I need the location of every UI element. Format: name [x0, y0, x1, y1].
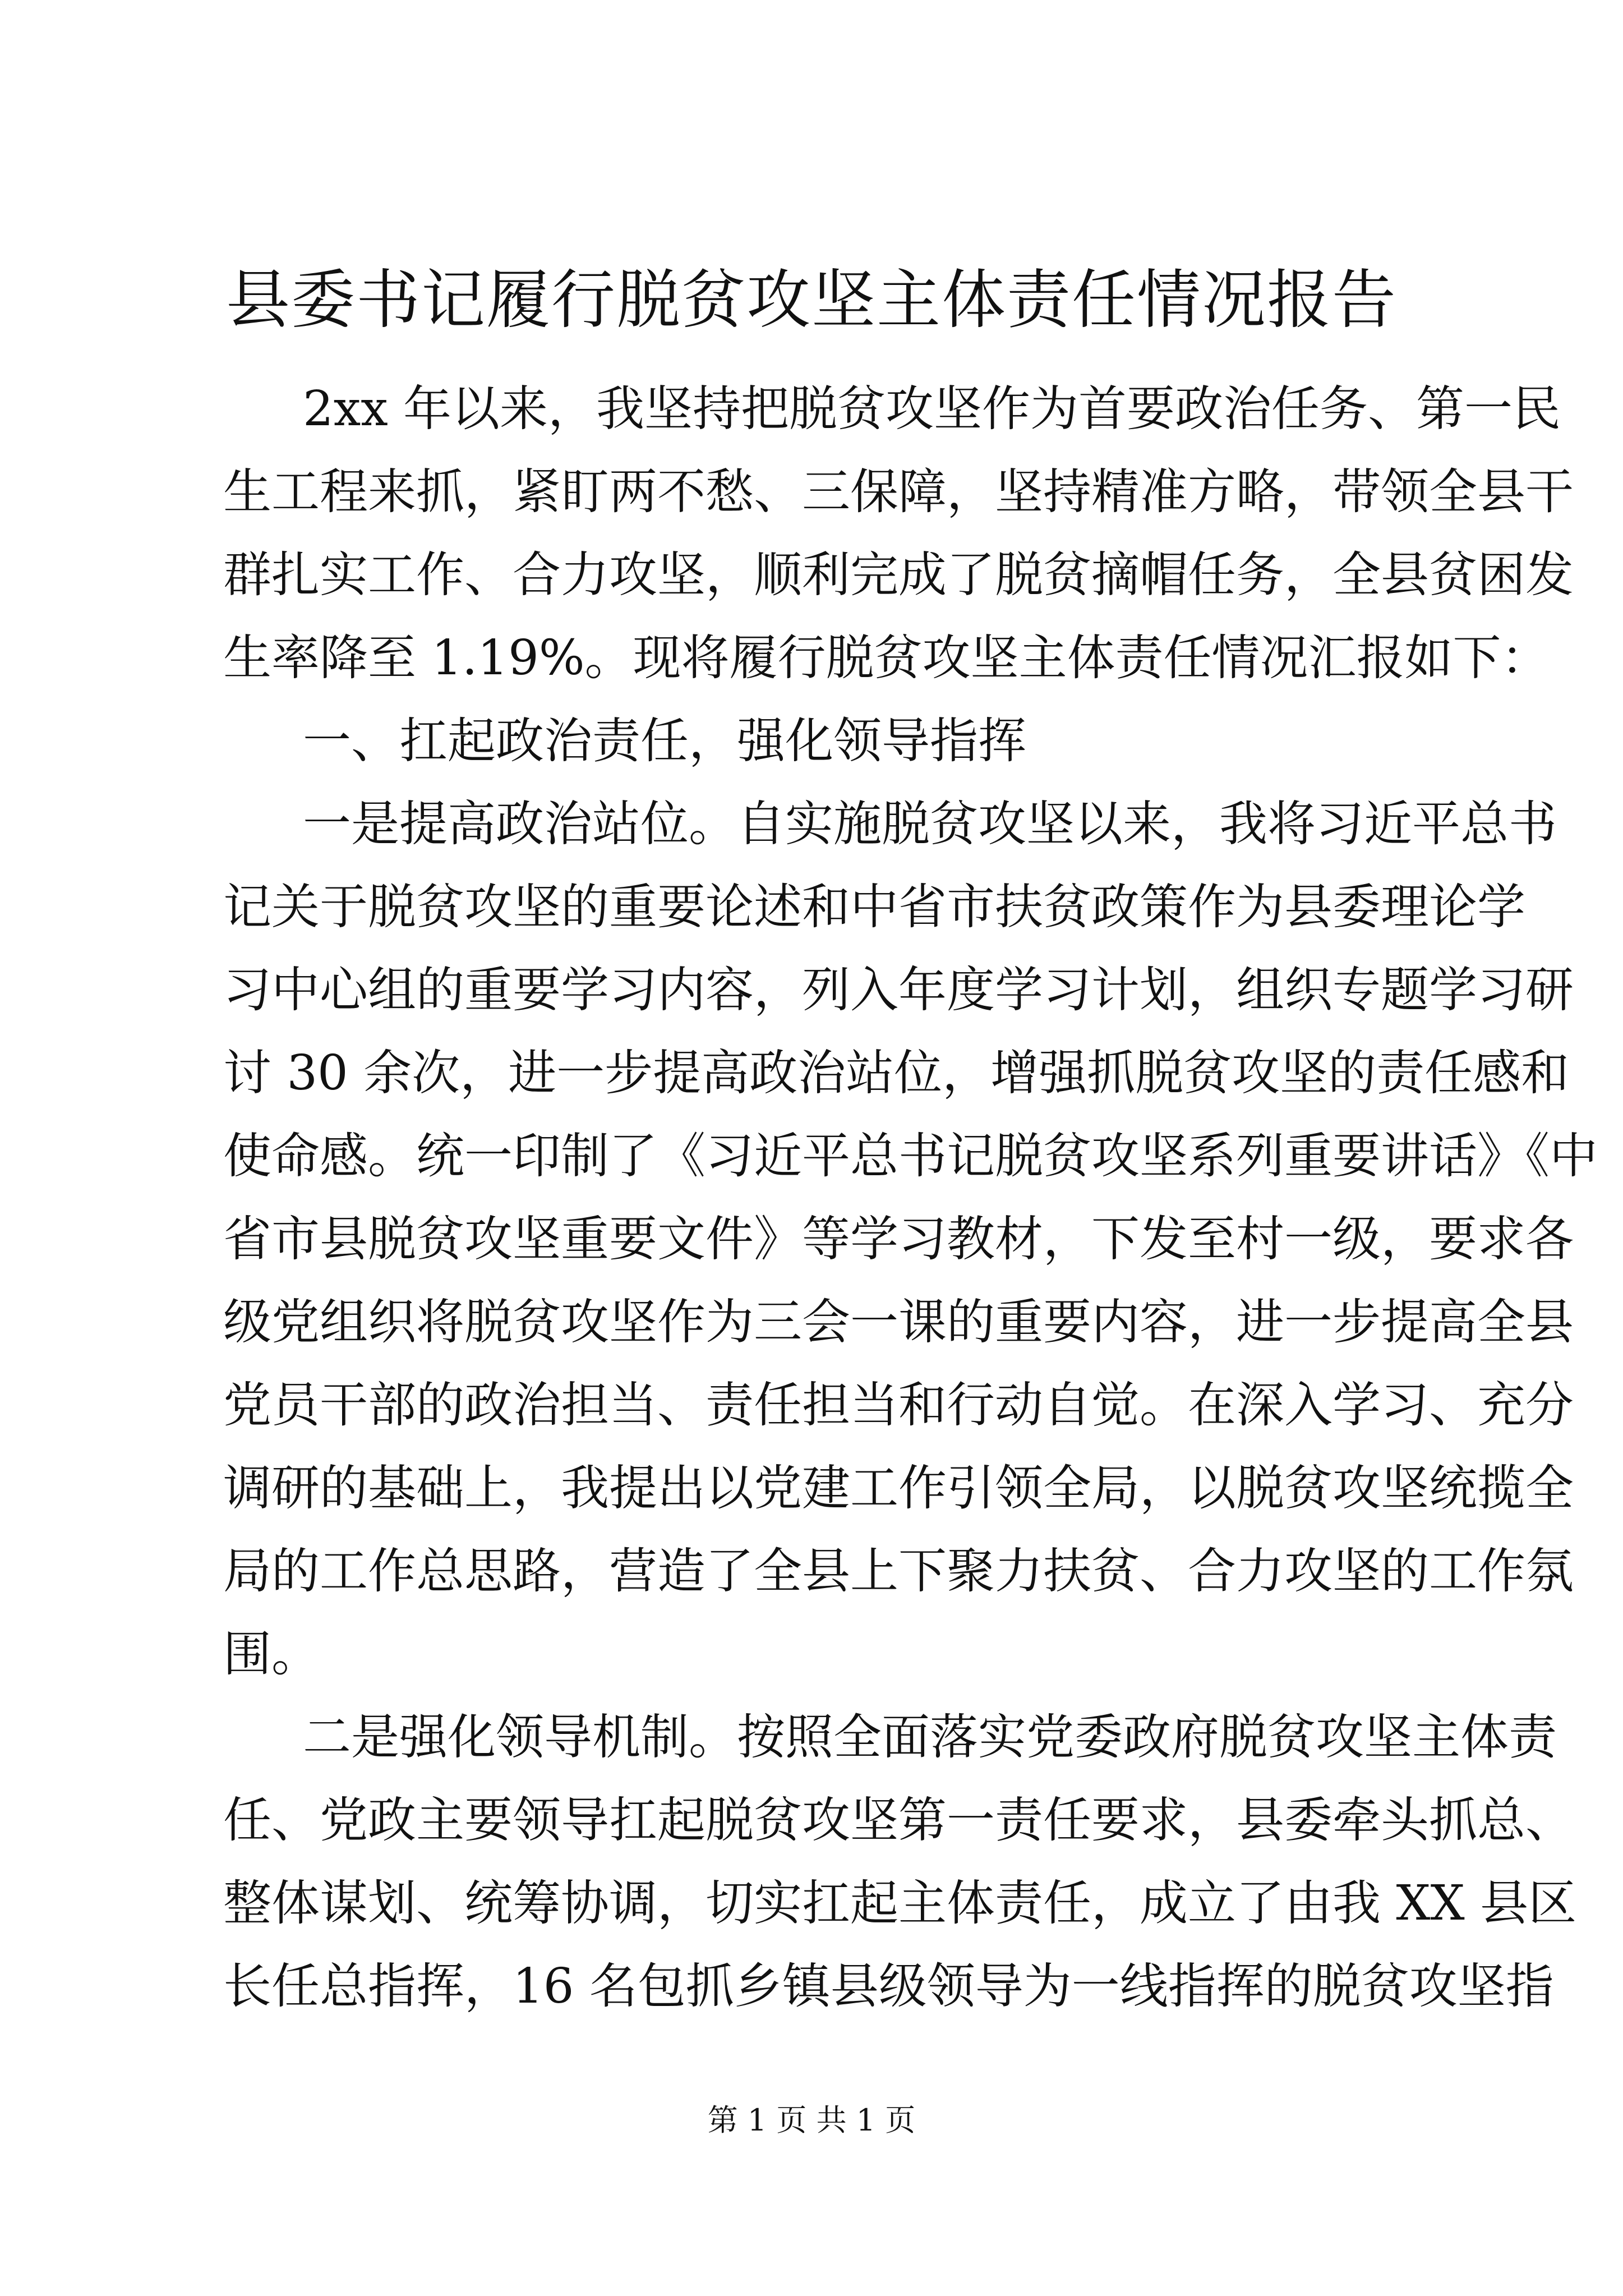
- paragraph-line: 任、党政主要领导扛起脱贫攻坚第一责任要求，县委牵头抓总、: [223, 1792, 1574, 1848]
- paragraph-line: 整体谋划、统筹协调，切实扛起主体责任，成立了由我 XX 县区: [223, 1875, 1577, 1931]
- paragraph-line: 讨 30 余次，进一步提高政治站位，增强抓脱贫攻坚的责任感和: [223, 1045, 1570, 1101]
- document-title: 县委书记履行脱贫攻坚主体责任情况报告: [225, 263, 1397, 337]
- paragraph-line: 一是提高政治站位。自实施脱贫攻坚以来，我将习近平总书: [303, 796, 1557, 852]
- paragraph-line: 长任总指挥，16 名包抓乡镇县级领导为一线指挥的脱贫攻坚指: [223, 1958, 1554, 2014]
- section-heading: 一、扛起政治责任，强化领导指挥: [303, 713, 1026, 769]
- paragraph-line: 生工程来抓，紧盯两不愁、三保障，坚持精准方略，带领全县干: [223, 464, 1574, 520]
- paragraph-line: 生率降至 1.19%。现将履行脱贫攻坚主体责任情况汇报如下：: [223, 630, 1550, 686]
- paragraph-line: 使命感。统一印制了《习近平总书记脱贫攻坚系列重要讲话》《中: [223, 1128, 1598, 1184]
- document-body: [223, 367, 1598, 2028]
- paragraph-line: 调研的基础上，我提出以党建工作引领全局，以脱贫攻坚统揽全: [223, 1460, 1574, 1516]
- paragraph-line: 级党组织将脱贫攻坚作为三会一课的重要内容，进一步提高全县: [223, 1294, 1574, 1350]
- paragraph-line: 记关于脱贫攻坚的重要论述和中省市扶贫政策作为县委理论学: [223, 879, 1525, 935]
- page-number-footer: 第 1 页 共 1 页: [707, 2102, 916, 2138]
- paragraph-line: 2xx 年以来，我坚持把脱贫攻坚作为首要政治任务、第一民: [303, 381, 1561, 437]
- paragraph-line: 二是强化领导机制。按照全面落实党委政府脱贫攻坚主体责: [303, 1709, 1557, 1765]
- paragraph-line: 群扎实工作、合力攻坚，顺利完成了脱贫摘帽任务，全县贫困发: [223, 547, 1574, 603]
- paragraph-line: 省市县脱贫攻坚重要文件》等学习教材，下发至村一级，要求各: [223, 1211, 1574, 1267]
- paragraph-line: 习中心组的重要学习内容，列入年度学习计划，组织专题学习研: [223, 962, 1574, 1018]
- paragraph-line: 局的工作总思路，营造了全县上下聚力扶贫、合力攻坚的工作氛: [223, 1543, 1574, 1599]
- paragraph-line: 党员干部的政治担当、责任担当和行动自觉。在深入学习、充分: [223, 1377, 1574, 1433]
- paragraph-line: 围。: [223, 1626, 320, 1682]
